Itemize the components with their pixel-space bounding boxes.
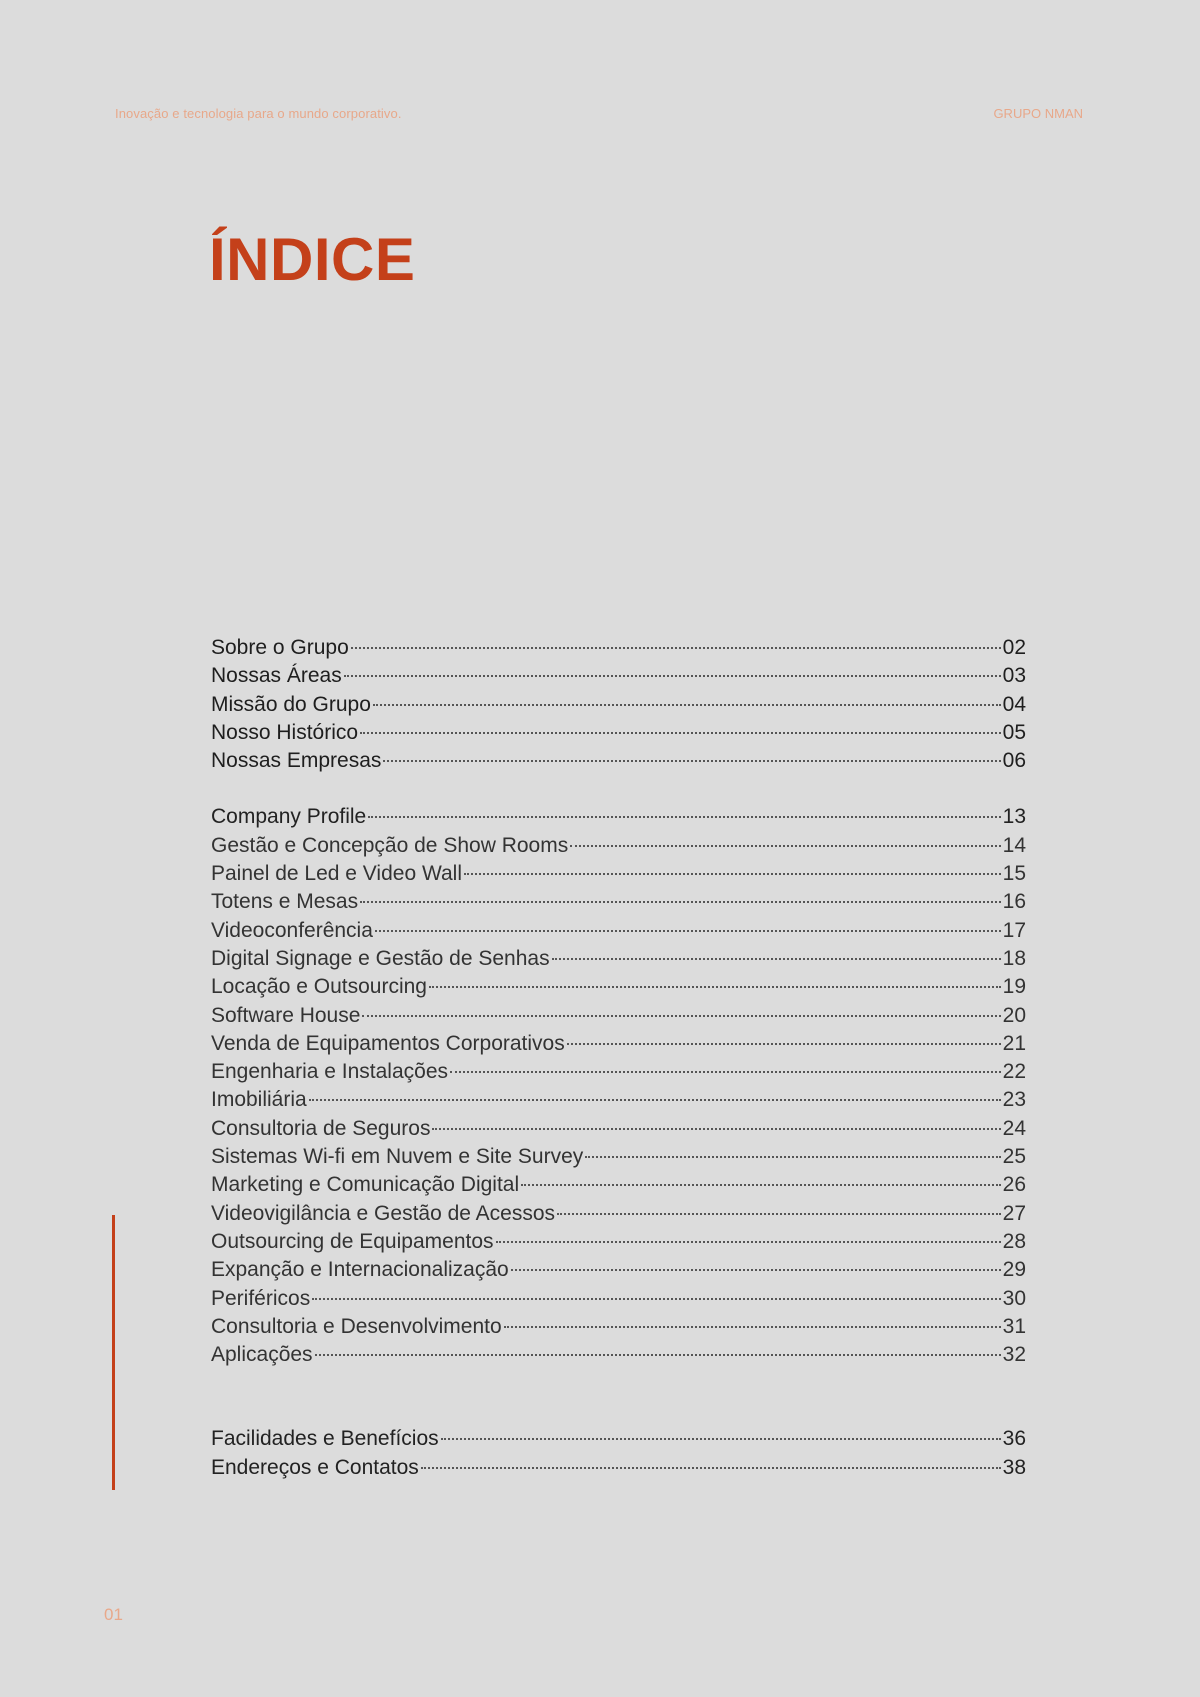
toc-entry-page: 03: [1002, 664, 1026, 688]
header-brand: GRUPO NMAN: [993, 106, 1083, 121]
toc-dot-leader: [360, 732, 1001, 734]
toc-entry-label: Software House: [211, 1003, 361, 1027]
toc-entry-label: Gestão e Concepção de Show Rooms: [211, 833, 569, 857]
toc-dot-leader: [450, 1071, 1001, 1073]
toc-entry[interactable]: [211, 1058, 1026, 1086]
toc-entry-page: 14: [1002, 833, 1026, 857]
page-title: ÍNDICE: [209, 226, 416, 293]
toc-entry[interactable]: [211, 832, 1026, 860]
toc-entry-label: Facilidades e Benefícios: [211, 1427, 439, 1451]
toc-entry-page: 06: [1002, 749, 1026, 773]
toc-entry[interactable]: [211, 1285, 1026, 1313]
toc-entry-label: Engenharia e Instalações: [211, 1060, 448, 1084]
toc-entry[interactable]: [211, 1200, 1026, 1228]
toc-entry[interactable]: [211, 1313, 1026, 1341]
toc-dot-leader: [585, 1156, 1000, 1158]
toc-entry-label: Nosso Histórico: [211, 720, 359, 744]
toc-entry-label: Periféricos: [211, 1286, 311, 1310]
toc-entry[interactable]: [211, 1425, 1026, 1453]
toc-entry-label: Venda de Equipamentos Corporativos: [211, 1031, 565, 1055]
page-number: 01: [104, 1605, 123, 1624]
toc-dot-leader: [567, 1043, 1001, 1045]
toc-entry[interactable]: [211, 1454, 1026, 1482]
toc-entry-label: Videovigilância e Gestão de Acessos: [211, 1201, 555, 1225]
toc-dot-leader: [570, 845, 1000, 847]
toc-entry[interactable]: [211, 917, 1026, 945]
toc-entry[interactable]: [211, 1115, 1026, 1143]
toc-entry-label: Endereços e Contatos: [211, 1455, 419, 1479]
toc-entry-label: Outsourcing de Equipamentos: [211, 1229, 494, 1253]
toc-dot-leader: [521, 1184, 1001, 1186]
toc-entry-page: 04: [1002, 692, 1026, 716]
toc-entry-page: 18: [1002, 946, 1026, 970]
toc-entry[interactable]: [211, 634, 1026, 662]
toc-entry-label: Digital Signage e Gestão de Senhas: [211, 946, 550, 970]
toc-dot-leader: [496, 1241, 1001, 1243]
toc-entry[interactable]: [211, 945, 1026, 973]
toc-entry[interactable]: [211, 1228, 1026, 1256]
toc-dot-leader: [432, 1128, 1000, 1130]
toc-entry-page: 13: [1002, 805, 1026, 829]
toc-entry-page: 15: [1002, 862, 1026, 886]
toc-entry-page: 23: [1002, 1088, 1026, 1112]
header-tagline: Inovação e tecnologia para o mundo corporativo.: [115, 106, 402, 121]
toc-entry[interactable]: [211, 888, 1026, 916]
toc-section-main: [211, 634, 1026, 775]
toc-entry-page: 30: [1002, 1286, 1026, 1310]
toc-entry-label: Imobiliária: [211, 1088, 307, 1112]
toc-entry[interactable]: [211, 860, 1026, 888]
toc-entry-label: Videoconferência: [211, 918, 373, 942]
toc-entry-page: 28: [1002, 1229, 1026, 1253]
toc-entry-label: Company Profile: [211, 805, 367, 829]
toc-entry-page: 19: [1002, 975, 1026, 999]
accent-side-bar: [112, 1215, 115, 1490]
toc-entry-page: 02: [1002, 636, 1026, 659]
toc-entry-label: Aplicações: [211, 1343, 313, 1367]
toc-entry-page: 26: [1002, 1173, 1026, 1197]
toc-entry-page: 31: [1002, 1314, 1026, 1338]
toc-entry[interactable]: [211, 803, 1026, 831]
toc-entry[interactable]: [211, 662, 1026, 690]
toc-entry-label: Consultoria e Desenvolvimento: [211, 1314, 502, 1338]
toc-dot-leader: [312, 1298, 1000, 1300]
toc-section-closing: [211, 1425, 1026, 1482]
toc-entry-label: Totens e Mesas: [211, 890, 359, 914]
toc-entry-page: 20: [1002, 1003, 1026, 1027]
toc-entry-page: 25: [1002, 1145, 1026, 1169]
toc-dot-leader: [375, 930, 1001, 932]
toc-section-services: [211, 803, 1026, 1369]
toc-dot-leader: [368, 816, 1000, 818]
toc-entry-page: 21: [1002, 1031, 1026, 1055]
toc-dot-leader: [315, 1354, 1001, 1356]
toc-dot-leader: [441, 1438, 1001, 1440]
toc-entry-page: 16: [1002, 890, 1026, 914]
toc-dot-leader: [557, 1213, 1001, 1215]
toc-entry-label: Painel de Led e Video Wall: [211, 862, 463, 886]
toc-entry-label: Locação e Outsourcing: [211, 975, 427, 999]
toc-dot-leader: [552, 958, 1001, 960]
toc-dot-leader: [351, 647, 1001, 649]
toc-entry[interactable]: [211, 1143, 1026, 1171]
toc-entry-page: 38: [1002, 1455, 1026, 1479]
toc-entry-page: 27: [1002, 1201, 1026, 1225]
toc-entry[interactable]: [211, 747, 1026, 775]
toc-entry-label: Sistemas Wi-fi em Nuvem e Site Survey: [211, 1145, 584, 1169]
toc-entry-page: 36: [1002, 1427, 1026, 1451]
toc-entry-page: 32: [1002, 1343, 1026, 1367]
toc-dot-leader: [344, 675, 1001, 677]
toc-dot-leader: [464, 873, 1001, 875]
toc-entry-label: Consultoria de Seguros: [211, 1116, 431, 1140]
toc-dot-leader: [360, 901, 1001, 903]
toc-entry[interactable]: [211, 1256, 1026, 1284]
toc-entry-label: Nossas Empresas: [211, 749, 382, 773]
toc-dot-leader: [383, 760, 1000, 762]
toc-entry-page: 17: [1002, 918, 1026, 942]
toc-entry-page: 29: [1002, 1258, 1026, 1282]
toc-entry[interactable]: [211, 691, 1026, 719]
toc-entry-label: Marketing e Comunicação Digital: [211, 1173, 520, 1197]
toc-entry-page: 22: [1002, 1060, 1026, 1084]
toc-dot-leader: [373, 704, 1001, 706]
toc-entry[interactable]: [211, 1002, 1026, 1030]
toc-entry[interactable]: [211, 1171, 1026, 1199]
toc-entry-label: Expanção e Internacionalização: [211, 1258, 509, 1282]
toc-entry[interactable]: [211, 1086, 1026, 1114]
toc-dot-leader: [504, 1326, 1001, 1328]
toc-entry-label: Missão do Grupo: [211, 692, 371, 716]
toc-entry[interactable]: [211, 719, 1026, 747]
toc-dot-leader: [421, 1467, 1001, 1469]
toc-entry-label: Sobre o Grupo: [211, 636, 349, 659]
toc-dot-leader: [429, 986, 1001, 988]
toc-entry-label: Nossas Áreas: [211, 664, 342, 688]
toc-entry[interactable]: [211, 1341, 1026, 1369]
toc-entry[interactable]: [211, 973, 1026, 1001]
toc-dot-leader: [511, 1269, 1001, 1271]
toc-entry-page: 05: [1002, 720, 1026, 744]
table-of-contents: [211, 634, 1026, 1482]
toc-entry[interactable]: [211, 1030, 1026, 1058]
toc-entry-page: 24: [1002, 1116, 1026, 1140]
toc-dot-leader: [362, 1015, 1000, 1017]
toc-dot-leader: [309, 1099, 1001, 1101]
